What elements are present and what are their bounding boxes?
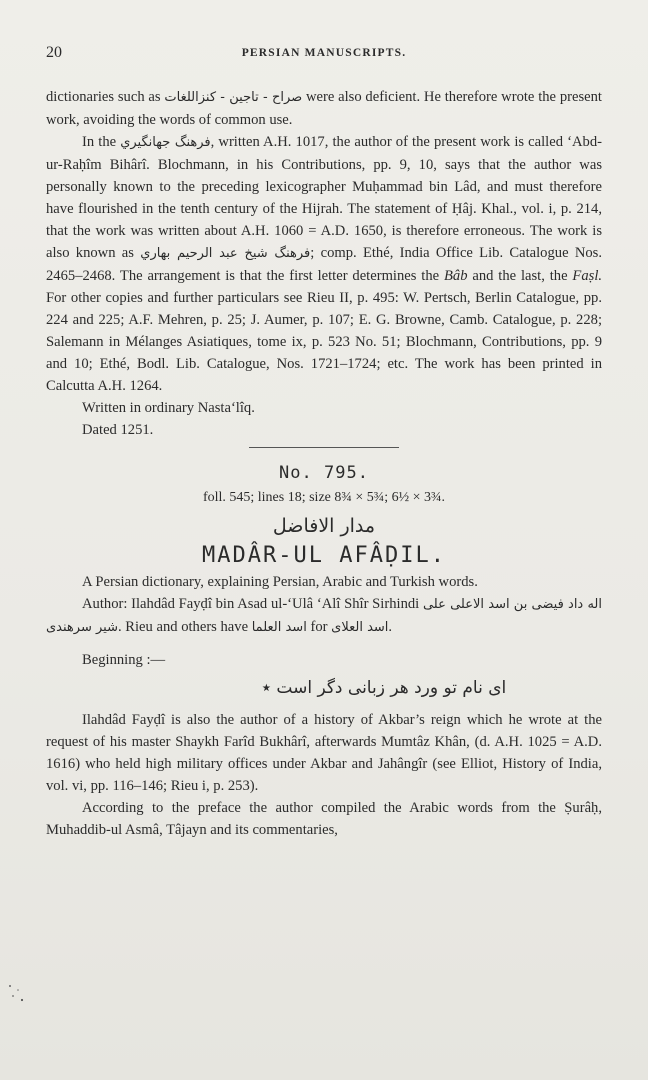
arabic-variant: اسد العلما	[251, 620, 307, 635]
page-header	[46, 44, 602, 64]
text-segment: . Rieu and others have	[117, 619, 249, 635]
arabic-author-name: اله داد فيضى بن اسد الاعلى على شير سرهندى	[46, 597, 602, 635]
arabic-alt-title: فرهنگ شيخ عبد الرحيم بهاري	[140, 246, 311, 261]
arabic-variant: اسد العلاى	[331, 620, 389, 635]
paragraph-preface: According to the preface the author compiled the Arabic words from the Ṣurâḥ, Muhaddib-ul Asmâ, Tâjayn and its commentaries,	[46, 800, 602, 838]
term-fasl: Faṣl.	[572, 268, 603, 284]
page-body	[46, 86, 602, 841]
paragraph-history: Ilahdâd Fayḍî is also the author of a history of Akbar’s reign which he wrote at the request of his master Shaykh Farîd Bukhârî, afterwards Mumtâz Khân, (d. A.H. 1025 = A.D. 1616) who held high military offices under Akbar and Jahângîr (see Elliot, History of India, vol. vi, pp. 116–146; Rieu i, p. 253).	[46, 712, 602, 794]
text-segment: and the last, the	[472, 268, 568, 284]
text-segment: For other copies and further particulars see Rieu II, p. 495: W. Pertsch, Berlin Catalogue, pp. 224 and 225; A.F. Mehren, p. 25; J. Aumer, p. 107; E. G. Browne, Camb. Catalogue, p. 228; Salemann in Mélanges Asiatiques, tome ix, p. 523 No. 51; Blochmann, Contributions, pp. 9 and 10; Ethé, Bodl. Lib. Catalogue, Nos. 1721–1724; etc. The work has been printed in Calcutta A.H. 1264.	[46, 290, 602, 394]
section-divider	[249, 447, 399, 448]
paragraph-dated: Dated 1251.	[82, 422, 154, 438]
paper-specks	[4, 982, 44, 1022]
arabic-dictionary-names: صراح - تاجين - كنزاللغات	[164, 90, 303, 105]
page-number: 20	[46, 44, 62, 61]
running-head: PERSIAN MANUSCRIPTS.	[241, 47, 407, 59]
entry-title: MADÂR-UL AFÂḌIL.	[202, 543, 446, 568]
entry-description: A Persian dictionary, explaining Persian, Arabic and Turkish words.	[82, 574, 478, 590]
paragraph-farhang	[46, 131, 602, 397]
text-segment: In the	[82, 134, 117, 150]
text-segment: for	[310, 619, 328, 635]
entry-beginning-label: Beginning :—	[82, 652, 166, 668]
paragraph-dictionaries	[46, 86, 602, 131]
entry-incipit: اى نام تو ورد هر زبانى دگر است ٭	[261, 678, 507, 698]
arabic-farhang-title: فرهنگ جهانگيري	[120, 135, 211, 150]
text-segment: ; comp. Ethé, India Office Lib. Catalogue Nos. 2465–2468. The arrangement is that the first letter determines the	[46, 245, 603, 284]
text-segment: .	[388, 619, 393, 635]
text-segment: dictionaries such as	[46, 89, 161, 105]
entry-author	[46, 593, 602, 639]
text-segment: Author: Ilahdâd Fayḍî bin Asad ul-‘Ulâ ‘Alî Shîr Sirhindi	[82, 596, 420, 612]
paragraph-script: Written in ordinary Nasta‘lîq.	[82, 400, 255, 416]
term-bab: Bâb	[443, 268, 468, 284]
entry-collation: foll. 545; lines 18; size 8¾ × 5¾; 6½ × 3¾.	[202, 490, 446, 505]
entry-arabic-title: مدار الافاضل	[272, 515, 376, 537]
entry-number: No. 795.	[279, 463, 369, 483]
text-segment: , written A.H. 1017, the author of the present work is called ‘Abd-ur-Raḥîm Bihârî. Blochmann, in his Contributions, pp. 9, 10, says that the author was personally known to the preceding lexicographer Muḥammad bin Lâd, and must therefore have flourished in the tenth century of the Hijrah. The statement of Ḥâj. Khal., vol. i, p. 214, that the work was written about A.H. 1060 = A.D. 1650, is therefore erroneous. The work is also known as	[46, 134, 602, 261]
text-segment: were also deficient. He therefore wrote the present work, avoiding the words of common use.	[46, 89, 602, 128]
